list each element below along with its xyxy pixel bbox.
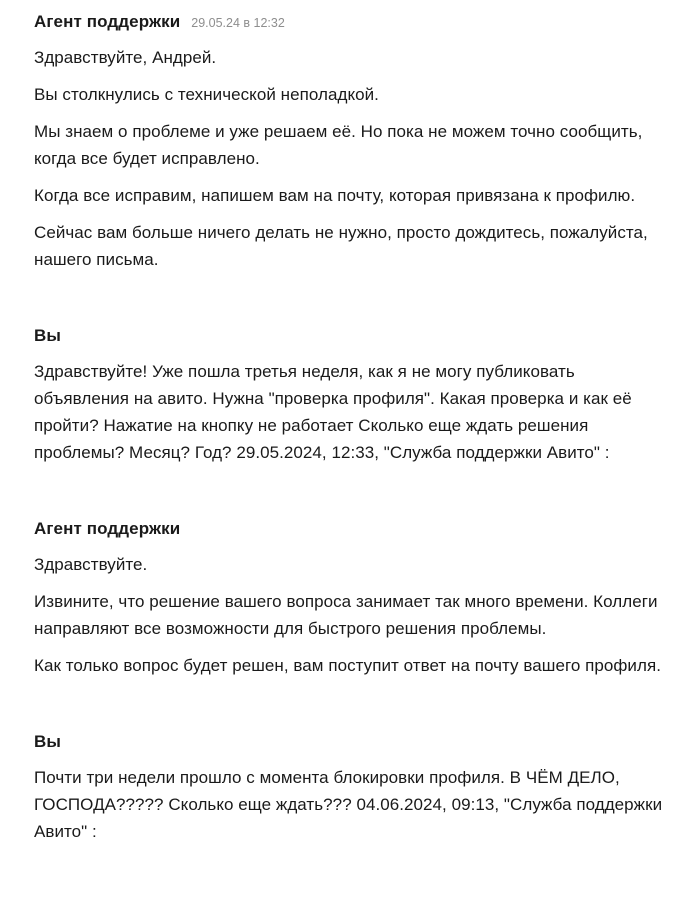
message-user-1: [34, 326, 666, 466]
message-paragraph: Извините, что решение вашего вопроса занимает так много времени. Коллеги направляют все возможности для быстрого решения проблемы.: [34, 592, 658, 638]
message-header: [34, 519, 666, 543]
message-support-2: [34, 519, 666, 679]
message-user-2: [34, 732, 666, 845]
message-header: [34, 732, 666, 756]
author-name: Агент поддержки: [34, 12, 181, 31]
message-paragraph: Здравствуйте! Уже пошла третья неделя, как я не могу публиковать объявления на авито. Нужна "проверка профиля". Какая проверка и как её пройти? Нажатие на кнопку не работает Сколько еще ждать решения проблемы? Месяц? Год? 29.05.2024, 12:33, "Служба поддержки Авито" :: [34, 362, 632, 462]
message-paragraph: Сейчас вам больше ничего делать не нужно, просто дождитесь, пожалуйста, нашего письма.: [34, 223, 648, 269]
author-name: Вы: [34, 732, 61, 751]
message-paragraph: Здравствуйте, Андрей.: [34, 48, 217, 67]
message-support-1: [34, 12, 666, 273]
message-timestamp: 29.05.24 в 12:32: [191, 16, 285, 30]
message-paragraph: Здравствуйте.: [34, 555, 148, 574]
author-name: Агент поддержки: [34, 519, 181, 538]
author-name: Вы: [34, 326, 61, 345]
message-paragraph: Когда все исправим, напишем вам на почту, которая привязана к профилю.: [34, 186, 636, 205]
message-header: [34, 326, 666, 350]
message-paragraph: Почти три недели прошло с момента блокировки профиля. В ЧЁМ ДЕЛО, ГОСПОДА????? Сколько еще ждать??? 04.06.2024, 09:13, "Служба поддержки Авито" :: [34, 768, 663, 841]
message-paragraph: Как только вопрос будет решен, вам поступит ответ на почту вашего профиля.: [34, 656, 661, 675]
message-paragraph: Вы столкнулись с технической неполадкой.: [34, 85, 379, 104]
message-paragraph: Мы знаем о проблеме и уже решаем её. Но пока не можем точно сообщить, когда все будет исправлено.: [34, 122, 643, 168]
message-header: [34, 12, 666, 36]
